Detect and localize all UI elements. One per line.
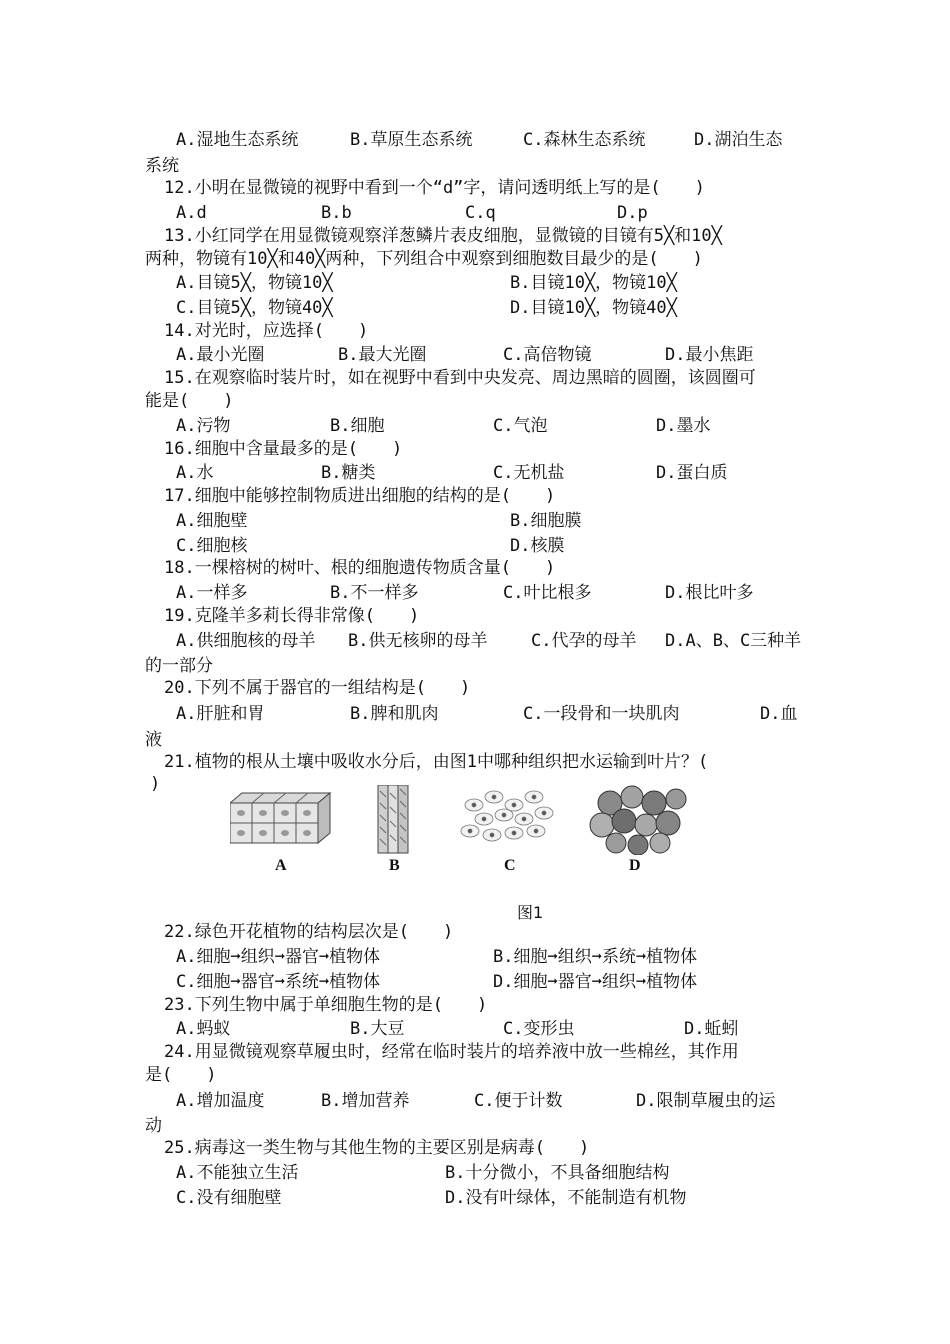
q25-option-d: D.没有叶绿体，不能制造有机物 (445, 1188, 687, 1208)
q17-option-b: B.细胞膜 (510, 511, 582, 531)
q22-option-b: B.细胞➞组织➞系统➞植物体 (493, 947, 698, 967)
q24-option-d-wrap: 动 (145, 1116, 162, 1136)
tissue-b-icon (378, 785, 408, 853)
q14-option-b: B.最大光圈 (338, 345, 427, 365)
q13-stem-line2: 两种，物镜有10╳和40╳两种，下列组合中观察到细胞数目最少的是( ) (145, 249, 703, 269)
q13-option-c: C.目镜5╳，物镜40╳ (176, 298, 333, 318)
q17-option-c: C.细胞核 (176, 536, 248, 556)
q15-stem-line2: 能是( ) (145, 391, 234, 411)
q18-stem: 18.一棵榕树的树叶、根的细胞遗传物质含量( ) (164, 558, 556, 578)
q21-stem-line2: ) (150, 774, 161, 794)
q13-option-d: D.目镜10╳，物镜40╳ (510, 298, 677, 318)
figure-label-b: B (389, 857, 400, 874)
q14-option-d: D.最小焦距 (665, 345, 754, 365)
q21-stem-line1: 21.植物的根从土壤中吸收水分后，由图1中哪种组织把水运输到叶片？( (164, 752, 709, 772)
q23-option-c: C.变形虫 (503, 1019, 575, 1039)
q14-option-a: A.最小光圈 (176, 345, 265, 365)
q20-option-a: A.肝脏和胃 (176, 704, 265, 724)
q12-option-a: A.d (176, 203, 207, 223)
q12-option-c: C.q (465, 203, 496, 223)
q14-option-c: C.高倍物镜 (503, 345, 592, 365)
q12-option-d: D.p (617, 203, 648, 223)
q25-option-c: C.没有细胞壁 (176, 1188, 282, 1208)
q25-option-b: B.十分微小，不具备细胞结构 (445, 1163, 670, 1183)
q17-stem: 17.细胞中能够控制物质进出细胞的结构的是( ) (164, 486, 556, 506)
q13-stem-line1: 13.小红同学在用显微镜观察洋葱鳞片表皮细胞，显微镜的目镜有5╳和10╳ (164, 226, 722, 246)
q19-option-d: D.A、B、C三种羊 (665, 631, 802, 651)
q18-option-a: A.一样多 (176, 583, 248, 603)
q14-stem: 14.对光时，应选择( ) (164, 321, 369, 341)
q20-option-b: B.脾和肌肉 (350, 704, 439, 724)
figure-label-a: A (275, 857, 287, 874)
q20-option-c: C.一段骨和一块肌肉 (523, 704, 680, 724)
q19-option-a: A.供细胞核的母羊 (176, 631, 316, 651)
q18-option-c: C.叶比根多 (503, 583, 592, 603)
tissue-c-icon (461, 791, 553, 841)
q17-option-d: D.核膜 (510, 536, 565, 556)
q22-option-d: D.细胞➞器官➞组织➞植物体 (493, 972, 698, 992)
q18-option-b: B.不一样多 (330, 583, 419, 603)
q11-option-a: A.湿地生态系统 (176, 130, 299, 150)
q25-option-a: A.不能独立生活 (176, 1163, 299, 1183)
q20-option-d-wrap: 液 (145, 730, 162, 750)
q25-stem: 25.病毒这一类生物与其他生物的主要区别是病毒( ) (164, 1138, 590, 1158)
q19-stem: 19.克隆羊多莉长得非常像( ) (164, 606, 420, 626)
q11-option-c: C.森林生态系统 (523, 130, 646, 150)
q15-option-b: B.细胞 (330, 416, 385, 436)
figure-label-d: D (629, 857, 641, 874)
q22-option-a: A.细胞➞组织➞器官➞植物体 (176, 947, 381, 967)
q13-option-a: A.目镜5╳，物镜10╳ (176, 273, 333, 293)
q23-option-a: A.蚂蚁 (176, 1019, 231, 1039)
q15-stem-line1: 15.在观察临时装片时，如在视野中看到中央发亮、周边黑暗的圆圈，该圆圈可 (164, 368, 756, 388)
figure-caption: 图1 (517, 903, 544, 922)
q15-option-d: D.墨水 (656, 416, 711, 436)
q24-stem-line2: 是( ) (145, 1065, 217, 1085)
q24-option-c: C.便于计数 (474, 1091, 563, 1111)
q12-option-b: B.b (321, 203, 352, 223)
q20-option-d: D.血 (760, 704, 798, 724)
q15-option-c: C.气泡 (493, 416, 548, 436)
q19-option-b: B.供无核卵的母羊 (348, 631, 488, 651)
q16-option-b: B.糖类 (321, 463, 376, 483)
q16-option-a: A.水 (176, 463, 214, 483)
q16-option-c: C.无机盐 (493, 463, 565, 483)
q24-option-b: B.增加营养 (321, 1091, 410, 1111)
q24-option-a: A.增加温度 (176, 1091, 265, 1111)
q11-option-d: D.湖泊生态 (694, 130, 783, 150)
q24-option-d: D.限制草履虫的运 (636, 1091, 776, 1111)
q18-option-d: D.根比叶多 (665, 583, 754, 603)
q11-option-b: B.草原生态系统 (350, 130, 473, 150)
q22-option-c: C.细胞➞器官➞系统➞植物体 (176, 972, 381, 992)
q22-stem: 22.绿色开花植物的结构层次是( ) (164, 922, 454, 942)
figure-label-c: C (504, 857, 516, 874)
q19-option-d-wrap: 的一部分 (145, 656, 213, 676)
q19-option-c: C.代孕的母羊 (531, 631, 637, 651)
tissue-d-icon (590, 786, 686, 855)
q17-option-a: A.细胞壁 (176, 511, 248, 531)
q20-stem: 20.下列不属于器官的一组结构是( ) (164, 678, 471, 698)
q23-option-b: B.大豆 (350, 1019, 405, 1039)
q11-option-d-wrap: 系统 (145, 156, 179, 176)
q24-stem-line1: 24.用显微镜观察草履虫时，经常在临时装片的培养液中放一些棉丝，其作用 (164, 1042, 739, 1062)
q23-option-d: D.蚯蚓 (684, 1019, 739, 1039)
tissue-a-icon (230, 793, 330, 843)
q13-option-b: B.目镜10╳，物镜10╳ (510, 273, 677, 293)
q15-option-a: A.污物 (176, 416, 231, 436)
q23-stem: 23.下列生物中属于单细胞生物的是( ) (164, 995, 488, 1015)
figure-1-tissues (230, 785, 690, 855)
q16-stem: 16.细胞中含量最多的是( ) (164, 439, 403, 459)
q12-stem: 12.小明在显微镜的视野中看到一个“d”字，请问透明纸上写的是( ) (164, 178, 705, 198)
q16-option-d: D.蛋白质 (656, 463, 728, 483)
